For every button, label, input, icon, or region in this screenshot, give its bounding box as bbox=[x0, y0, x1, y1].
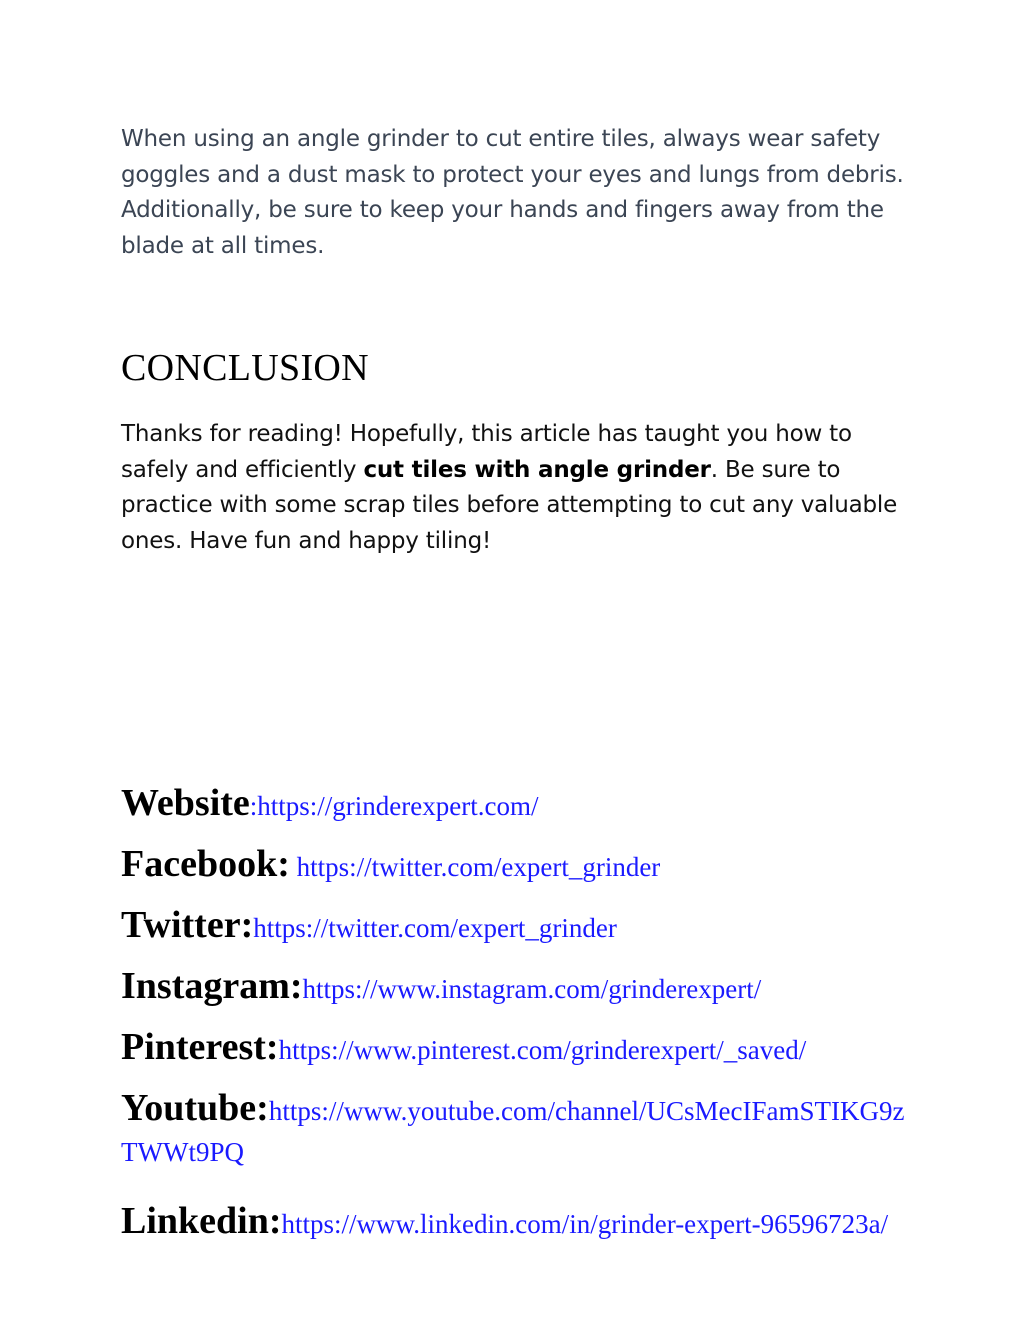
link-row-pinterest bbox=[121, 1026, 911, 1073]
youtube-label: Youtube: bbox=[121, 1087, 269, 1129]
instagram-link[interactable]: https://www.instagram.com/grinderexpert/ bbox=[302, 974, 762, 1004]
website-link[interactable]: https://grinderexpert.com/ bbox=[257, 791, 539, 821]
link-row-website bbox=[121, 782, 911, 829]
link-row-twitter bbox=[121, 904, 911, 951]
facebook-separator bbox=[290, 852, 297, 882]
link-row-linkedin bbox=[121, 1200, 911, 1247]
instagram-label: Instagram: bbox=[121, 965, 303, 1007]
pinterest-label: Pinterest: bbox=[121, 1026, 279, 1068]
pinterest-link[interactable]: https://www.pinterest.com/grinderexpert/_saved/ bbox=[278, 1035, 807, 1065]
conclusion-paragraph bbox=[121, 417, 911, 559]
linkedin-link[interactable]: https://www.linkedin.com/in/grinder-expert-96596723a/ bbox=[281, 1209, 889, 1239]
conclusion-text-before: Thanks for reading! Hopefully, this article has taught you how to safely and efficiently bbox=[121, 421, 852, 483]
conclusion-bold-phrase: cut tiles with angle grinder bbox=[363, 456, 711, 483]
conclusion-heading: CONCLUSION bbox=[121, 347, 369, 389]
twitter-link[interactable]: https://twitter.com/expert_grinder bbox=[253, 913, 617, 943]
twitter-label: Twitter: bbox=[121, 904, 254, 946]
conclusion-text-after: . Be sure to practice with some scrap tiles before attempting to cut any valuable ones. Have fun and happy tiling! bbox=[121, 456, 898, 554]
youtube-link[interactable]: https://www.youtube.com/channel/UCsMecIFamSTIKG9zTWWt9PQ bbox=[121, 1096, 905, 1167]
link-row-instagram bbox=[121, 965, 911, 1012]
conclusion-section bbox=[121, 417, 911, 559]
website-separator: : bbox=[249, 791, 258, 821]
website-label: Website bbox=[121, 782, 250, 824]
intro-paragraph: When using an angle grinder to cut entire tiles, always wear safety goggles and a dust mask to protect your eyes and lungs from debris. Additionally, be sure to keep your hands and fingers away from the blade at all times. bbox=[121, 126, 904, 259]
link-row-facebook bbox=[121, 843, 911, 890]
facebook-link[interactable]: https://twitter.com/expert_grinder bbox=[296, 852, 661, 882]
linkedin-label: Linkedin: bbox=[121, 1200, 282, 1242]
facebook-label: Facebook: bbox=[121, 843, 290, 885]
social-links-list bbox=[121, 782, 911, 1275]
document-page bbox=[121, 122, 921, 1242]
link-row-youtube bbox=[121, 1087, 911, 1175]
